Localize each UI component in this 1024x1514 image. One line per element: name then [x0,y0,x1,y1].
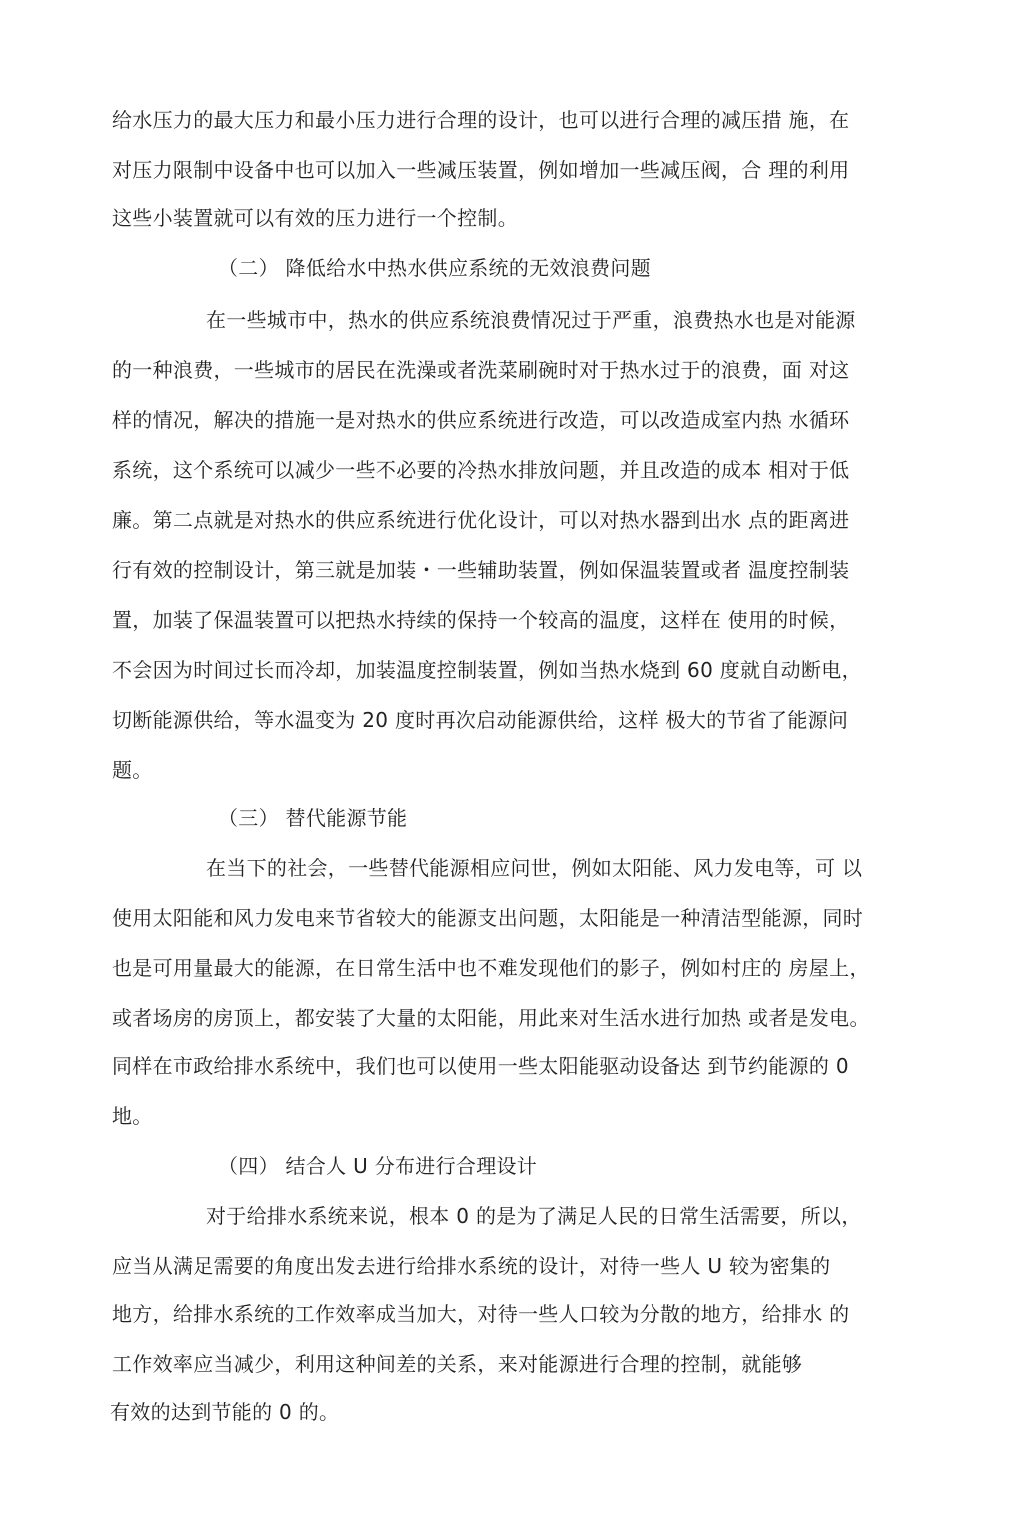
paragraph-line: 应当从满足需要的角度出发去进行给排水系统的设计，对待一些人 U 较为密集的 [112,1254,831,1278]
paragraph-line: 廉。第二点就是对热水的供应系统进行优化设计，可以对热水器到出水 点的距离进 [112,508,850,532]
paragraph-line: 行有效的控制设计，第三就是加装・一些辅助装置，例如保温装置或者 温度控制装 [112,558,850,582]
paragraph-line: 同样在市政给排水系统中，我们也可以使用一些太阳能驱动设备达 到节约能源的 0 [112,1054,849,1078]
paragraph-line: 切断能源供给，等水温变为 20 度时再次启动能源供给，这样 极大的节省了能源问 [112,708,849,732]
paragraph-line: 工作效率应当减少，利用这种间差的关系，来对能源进行合理的控制，就能够 [112,1352,803,1376]
paragraph-line: 在一些城市中，热水的供应系统浪费情况过于严重，浪费热水也是对能源 [206,308,856,332]
paragraph-line: 置，加装了保温装置可以把热水持续的保持一个较高的温度，这样在 使用的时候， [112,608,850,632]
section-heading: （三） 替代能源节能 [218,806,408,830]
paragraph-line: 对压力限制中设备中也可以加入一些减压装置，例如增加一些减压阀，合 理的利用 [112,158,850,182]
paragraph-line: 有效的达到节能的 0 的。 [110,1400,340,1424]
paragraph-line: 不会因为时间过长而冷却，加装温度控制装置，例如当热水烧到 60 度就自动断电， [112,658,862,682]
paragraph-line: 题。 [112,758,153,782]
paragraph-line: 对于给排水系统来说，根本 0 的是为了满足人民的日常生活需要，所以， [206,1204,862,1228]
paragraph-line: 也是可用量最大的能源，在日常生活中也不难发现他们的影子，例如村庄的 房屋上， [112,956,870,980]
paragraph-line: 使用太阳能和风力发电来节省较大的能源支出问题，太阳能是一种清洁型能源，同时 [112,906,864,930]
section-heading: （四） 结合人 U 分布进行合理设计 [218,1154,538,1178]
paragraph-line: 系统，这个系统可以减少一些不必要的冷热水排放问题，并且改造的成本 相对于低 [112,458,850,482]
paragraph-line: 或者场房的房顶上，都安装了大量的太阳能，用此来对生活水进行加热 或者是发电。 [112,1006,870,1030]
paragraph-line: 这些小装置就可以有效的压力进行一个控制。 [112,206,518,230]
paragraph-line: 给水压力的最大压力和最小压力进行合理的设计，也可以进行合理的减压措 施，在 [112,108,850,132]
paragraph-line: 样的情况，解决的措施一是对热水的供应系统进行改造，可以改造成室内热 水循环 [112,408,850,432]
paragraph-line: 在当下的社会，一些替代能源相应问世，例如太阳能、风力发电等，可 以 [206,856,863,880]
paragraph-line: 的一种浪费，一些城市的居民在洗澡或者洗菜刷碗时对于热水过于的浪费，面 对这 [112,358,850,382]
section-heading: （二） 降低给水中热水供应系统的无效浪费问题 [218,256,651,280]
paragraph-line: 地。 [112,1104,153,1128]
paragraph-line: 地方，给排水系统的工作效率成当加大，对待一些人口较为分散的地方，给排水 的 [112,1302,850,1326]
